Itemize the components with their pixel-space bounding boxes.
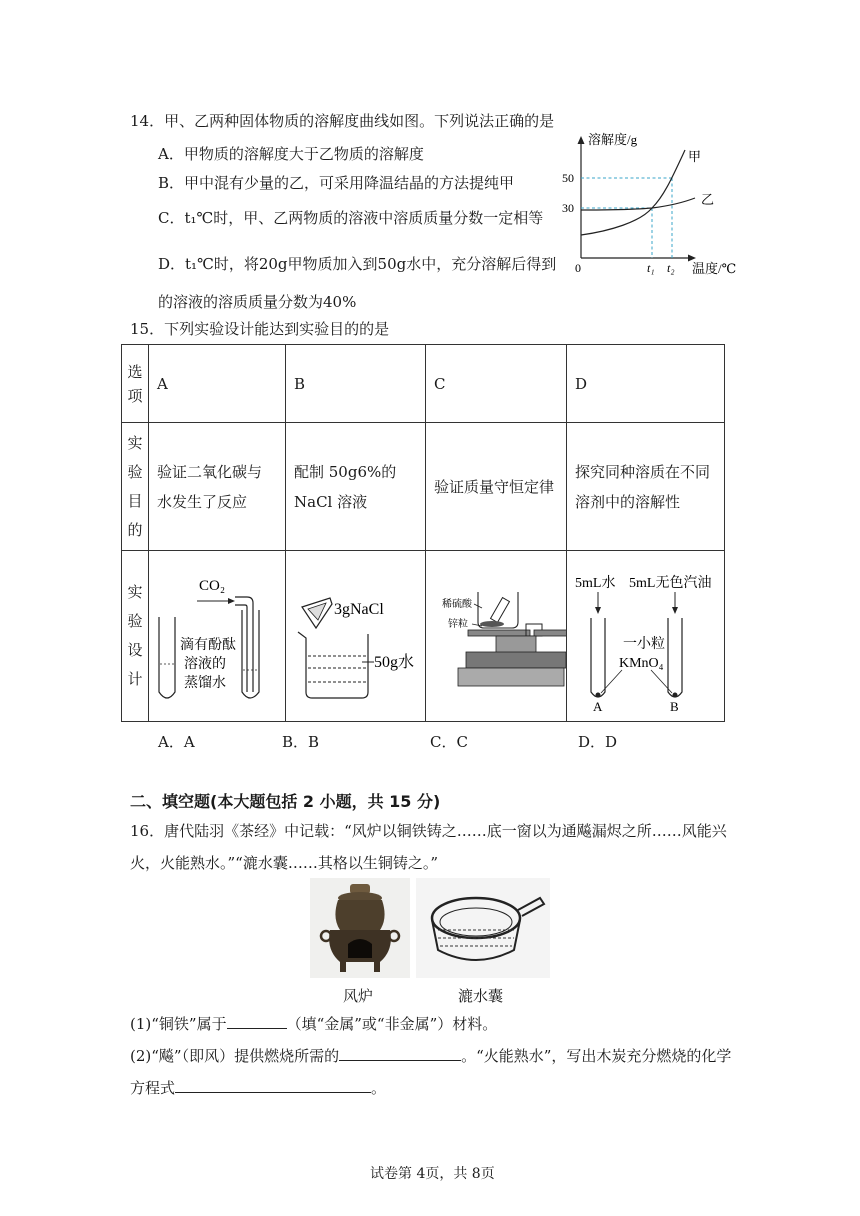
gas-arrow-head <box>228 598 235 604</box>
q14-option-d-line2: 的溶液的溶质质量分数为40% <box>158 293 357 311</box>
label-kmno4: KMnO₄ <box>619 656 664 671</box>
furnace-leg <box>374 962 380 972</box>
answer-blank-3[interactable] <box>175 1078 371 1093</box>
label-tube-b: B <box>670 699 679 714</box>
header-char: 的 <box>127 520 143 539</box>
x-tick-t2: t₂ <box>667 261 675 275</box>
header-design <box>122 551 149 722</box>
q15-answer-b: B．B <box>282 733 320 751</box>
figure-co2-test-tube <box>149 552 285 720</box>
answer-blank-2[interactable] <box>339 1046 461 1061</box>
cell-design-a <box>149 551 286 722</box>
acid-tube <box>491 598 510 623</box>
filter-bag-icon <box>416 878 550 978</box>
figure-beaker-nacl <box>286 552 425 720</box>
label-phenol-3: 蒸馏水 <box>184 676 226 691</box>
chart-ylabel: 溶解度/g <box>588 132 638 147</box>
header-char: 实 <box>127 583 143 601</box>
caption-filter-bag: 漉水囊 <box>458 987 504 1005</box>
furnace-upper <box>335 900 384 930</box>
cell-purpose-b <box>286 423 426 551</box>
part1-prefix: (1)“铜铁”属于 <box>130 1015 227 1033</box>
cell-purpose-d <box>567 423 725 551</box>
solubility-chart <box>560 128 760 278</box>
cell-letter-b: B <box>286 345 426 423</box>
purpose-text: 验证质量守恒定律 <box>434 478 555 496</box>
y-axis-arrow <box>578 136 585 144</box>
left-pan <box>468 630 530 636</box>
part2-prefix: (2)“飚”（即风）提供燃烧所需的 <box>130 1047 340 1065</box>
header-purpose <box>122 423 149 551</box>
bag-basket <box>432 920 520 960</box>
arrow-oil-head <box>672 607 678 614</box>
cell-letter-a: A <box>149 345 286 423</box>
q16-line2: 火，火能熟水。”“漉水囊……其格以生铜铸之。” <box>130 854 439 872</box>
table-row-design <box>122 551 725 722</box>
pointer-crystal-a <box>601 670 622 693</box>
purpose-text: NaCl 溶液 <box>294 492 368 511</box>
cell-design-c <box>426 551 567 722</box>
purpose-text: 溶剂中的溶解性 <box>575 492 681 511</box>
figure-balance <box>426 552 566 720</box>
page-footer: 试卷第 4页，共 8页 <box>370 1166 495 1182</box>
origin-label: 0 <box>575 261 581 275</box>
crystal-a <box>596 693 601 698</box>
label-zinc: 锌粒 <box>448 619 468 630</box>
equation-prefix: 方程式 <box>130 1079 176 1097</box>
right-pan <box>534 630 566 636</box>
right-test-tube <box>242 610 259 698</box>
series-label-yi: 乙 <box>701 192 715 207</box>
cell-design-d <box>567 551 725 722</box>
label-oil-5ml: 5mL无色汽油 <box>629 576 712 591</box>
q15-answer-d: D．D <box>578 733 618 751</box>
q14-option-d-line1: D．t₁℃时，将20g甲物质加入到50g水中，充分溶解后得到 <box>158 255 557 273</box>
wind-furnace-photo <box>310 878 410 978</box>
curve-jia <box>581 150 685 235</box>
answer-blank-1[interactable] <box>227 1014 287 1029</box>
cell-letter-c: C <box>426 345 567 423</box>
header-option <box>122 345 149 423</box>
label-grain: 一小粒 <box>623 637 665 652</box>
q15-answer-a: A．A <box>158 733 195 751</box>
header-char: 实 <box>127 433 143 452</box>
q16-line1: 16．唐代陆羽《茶经》中记载：“风炉以铜铁铸之……底一窗以为通飚漏烬之所……风能兴 <box>130 822 727 840</box>
cell-letter-d: D <box>567 345 725 423</box>
label-acid: 稀硫酸 <box>442 599 472 610</box>
balance-beam <box>466 652 566 668</box>
crystal-b <box>673 693 678 698</box>
purpose-text: 探究同种溶质在不同 <box>575 462 711 481</box>
equation-suffix: 。 <box>371 1079 387 1097</box>
label-tube-a: A <box>593 699 603 714</box>
chart-xlabel: 温度/℃ <box>692 261 737 276</box>
q15-stem: 15．下列实验设计能达到实验目的的是 <box>130 320 390 338</box>
section-title: 二、填空题(本大题包括 2 小题，共 15 分) <box>130 792 441 811</box>
header-char: 计 <box>127 670 143 688</box>
part2-suffix: 。“火能熟水”，写出木炭充分燃烧的化学 <box>461 1047 732 1065</box>
bag-inner <box>440 908 512 936</box>
header-char: 项 <box>127 386 143 405</box>
arrow-water-head <box>595 607 601 614</box>
water-filter-bag-figure <box>416 878 550 978</box>
experiment-table <box>121 344 725 722</box>
cell-purpose-c <box>426 423 567 551</box>
tube-b <box>668 618 682 697</box>
cell-purpose-a <box>149 423 286 551</box>
q15-answer-c: C．C <box>430 733 468 751</box>
pointer-crystal-b <box>651 670 672 693</box>
label-co2: CO₂ <box>199 578 226 594</box>
header-char: 目 <box>127 491 143 510</box>
label-phenol-2: 溶液的 <box>184 657 226 672</box>
y-tick-30: 30 <box>562 201 574 215</box>
left-test-tube <box>159 617 175 698</box>
q14-stem: 14．甲、乙两种固体物质的溶解度曲线如图。下列说法正确的是 <box>130 112 555 130</box>
table-row-purpose <box>122 423 725 551</box>
part1-suffix: （填“金属”或“非金属”）材料。 <box>286 1015 498 1033</box>
header-char: 选 <box>127 362 143 381</box>
header-char: 设 <box>127 641 143 659</box>
furnace-leg <box>340 962 346 972</box>
label-water: 50g水 <box>374 654 415 671</box>
purpose-text: 配制 50g6%的 <box>294 462 397 481</box>
delivery-tube <box>235 597 253 692</box>
q16-part2 <box>130 1045 731 1066</box>
header-char: 验 <box>127 612 143 630</box>
furnace-window <box>348 939 372 958</box>
y-tick-50: 50 <box>562 171 574 185</box>
q16-part1 <box>130 1013 497 1034</box>
q14-option-a: A．甲物质的溶解度大于乙物质的溶解度 <box>158 145 424 163</box>
figure-solubility-tubes <box>567 552 724 720</box>
delivery-tube-inner <box>235 605 247 692</box>
purpose-text: 水发生了反应 <box>157 492 248 511</box>
bag-rim <box>432 898 520 938</box>
q14-option-c: C．t₁℃时，甲、乙两物质的溶液中溶质质量分数一定相等 <box>158 209 544 227</box>
tube-a <box>591 618 605 697</box>
bag-weave <box>438 930 514 946</box>
q16-part2-equation <box>130 1077 386 1098</box>
label-water-5ml: 5mL水 <box>575 576 616 591</box>
header-char: 验 <box>127 462 143 481</box>
series-label-jia: 甲 <box>688 149 702 164</box>
label-salt: 3gNaCl <box>334 601 384 618</box>
zinc-granules <box>480 621 504 627</box>
q14-option-b: B．甲中混有少量的乙，可采用降温结晶的方法提纯甲 <box>158 174 515 192</box>
balance-base <box>458 668 564 686</box>
furnace-icon <box>310 878 410 978</box>
caption-furnace: 风炉 <box>343 987 374 1005</box>
bag-handle <box>518 898 544 916</box>
x-tick-t1: t₁ <box>647 261 655 275</box>
label-phenol-1: 滴有酚酞 <box>180 638 236 653</box>
cell-design-b <box>286 551 426 722</box>
beaker <box>298 632 368 698</box>
purpose-text: 验证二氧化碳与 <box>157 462 263 481</box>
table-row-option <box>122 345 725 423</box>
